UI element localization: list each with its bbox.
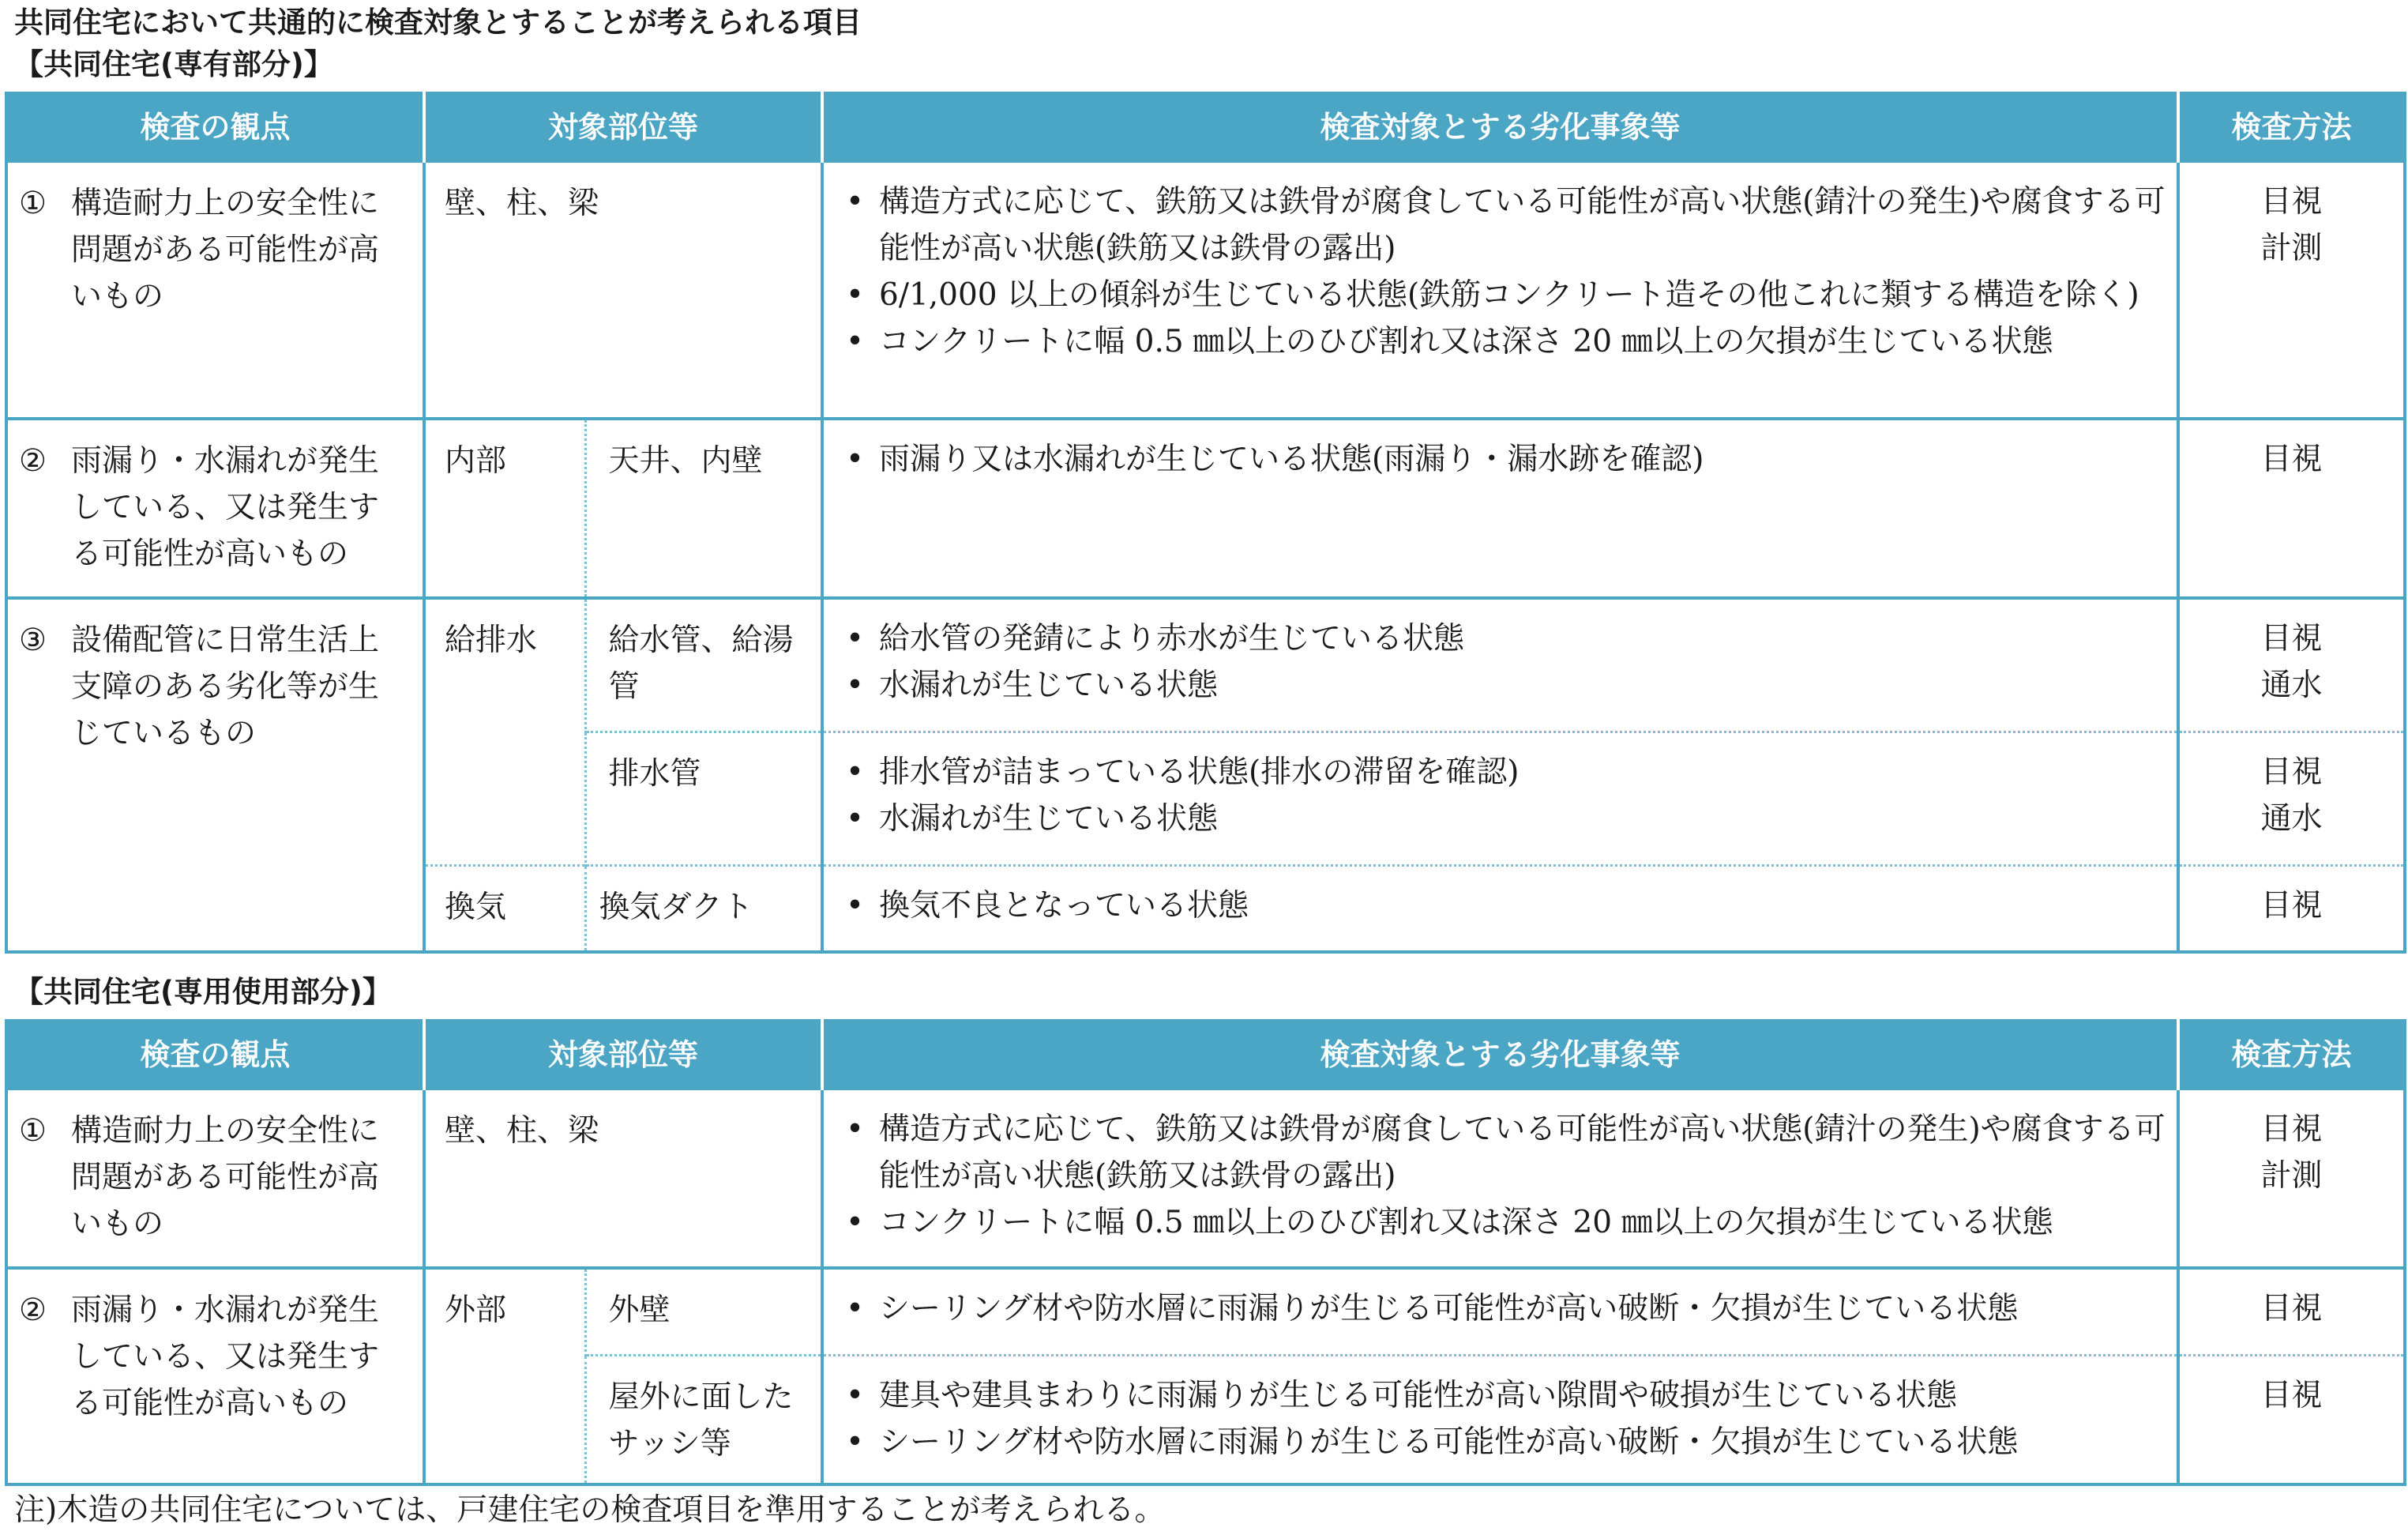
method-text: 目視 <box>2260 1112 2323 1147</box>
header-target-part: 対象部位等 <box>424 1021 822 1089</box>
deterioration-cell <box>822 1355 2178 1484</box>
viewpoint-cell <box>6 161 424 419</box>
table-row <box>6 419 2405 598</box>
method-text: 目視 <box>2260 754 2323 790</box>
method-text: 通水 <box>2260 668 2323 703</box>
target-subpart-cell: 換気ダクト <box>585 865 822 952</box>
viewpoint-cell <box>6 1089 424 1268</box>
row-number: ② <box>19 1292 47 1328</box>
table-row <box>6 598 2405 732</box>
header-method: 検査方法 <box>2178 93 2405 161</box>
list-item: • 6/1,000 以上の傾斜が生じている状態(鉄筋コンクリート造その他これに類する構造を除く) <box>836 272 2169 318</box>
target-subpart-cell: 外壁 <box>585 1268 822 1355</box>
list-item: • 給水管の発錆により赤水が生じている状態 <box>836 615 2169 662</box>
header-viewpoint: 検査の観点 <box>6 1021 424 1089</box>
inspection-table-exclusive-use <box>5 1019 2406 1486</box>
method-text: 目視 <box>2260 1291 2323 1326</box>
list-item: • 排水管が詰まっている状態(排水の滞留を確認) <box>836 749 2169 796</box>
list-item: • コンクリートに幅 0.5 ㎜以上のひび割れ又は深さ 20 ㎜以上の欠損が生じている状態 <box>836 318 2169 365</box>
viewpoint-text: 構造耐力上の安全性に問題がある可能性が高いもの <box>71 1113 380 1242</box>
method-cell <box>2178 1355 2405 1484</box>
target-subpart-cell: 給水管、給湯管 <box>585 598 822 732</box>
deterioration-cell <box>822 598 2178 732</box>
inspection-table-private <box>5 92 2406 954</box>
list-item: • コンクリートに幅 0.5 ㎜以上のひび割れ又は深さ 20 ㎜以上の欠損が生じている状態 <box>836 1199 2169 1246</box>
list-item: • シーリング材や防水層に雨漏りが生じる可能性が高い破断・欠損が生じている状態 <box>836 1419 2169 1465</box>
target-part-cell: 内部 <box>424 419 585 598</box>
method-cell <box>2178 598 2405 732</box>
row-number: ② <box>19 443 47 479</box>
table-header-row <box>6 1021 2405 1089</box>
method-text: 計測 <box>2260 231 2323 266</box>
viewpoint-cell <box>6 598 424 952</box>
table-row <box>6 1089 2405 1268</box>
target-part-cell: 給排水 <box>424 598 585 865</box>
list-item: • シーリング材や防水層に雨漏りが生じる可能性が高い破断・欠損が生じている状態 <box>836 1285 2169 1332</box>
deterioration-cell <box>822 1268 2178 1355</box>
target-subpart-cell: 屋外に面したサッシ等 <box>585 1355 822 1484</box>
list-item: • 構造方式に応じて、鉄筋又は鉄骨が腐食している可能性が高い状態(錆汁の発生)や腐食する可能性が高い状態(鉄筋又は鉄骨の露出) <box>836 1106 2169 1199</box>
header-method: 検査方法 <box>2178 1021 2405 1089</box>
method-cell <box>2178 1268 2405 1355</box>
viewpoint-cell <box>6 419 424 598</box>
list-item: • 水漏れが生じている状態 <box>836 662 2169 709</box>
method-text: 目視 <box>2260 887 2323 924</box>
row-number: ① <box>19 1113 47 1149</box>
section-title-private: 【共同住宅(専有部分)】 <box>14 47 333 81</box>
header-viewpoint: 検査の観点 <box>6 93 424 161</box>
deterioration-cell <box>822 865 2178 952</box>
method-text: 目視 <box>2260 1377 2323 1413</box>
table-header-row <box>6 93 2405 161</box>
section-title-exclusive-use: 【共同住宅(専用使用部分)】 <box>14 975 392 1009</box>
viewpoint-text: 構造耐力上の安全性に問題がある可能性が高いもの <box>71 186 380 314</box>
table-row <box>6 1268 2405 1355</box>
deterioration-cell <box>822 161 2178 419</box>
row-number: ① <box>19 186 47 221</box>
method-text: 目視 <box>2260 184 2323 220</box>
list-item: • 雨漏り又は水漏れが生じている状態(雨漏り・漏水跡を確認) <box>836 436 2169 483</box>
method-cell <box>2178 732 2405 865</box>
table-row <box>6 161 2405 419</box>
page-title: 共同住宅において共通的に検査対象とすることが考えられる項目 <box>14 6 862 40</box>
method-cell <box>2178 865 2405 952</box>
target-part-cell: 外部 <box>424 1268 585 1484</box>
method-cell <box>2178 161 2405 419</box>
footnote: 注)木造の共同住宅については、戸建住宅の検査項目を準用することが考えられる。 <box>14 1492 1166 1528</box>
method-text: 目視 <box>2260 442 2323 477</box>
method-text: 目視 <box>2260 621 2323 657</box>
method-text: 通水 <box>2260 800 2323 837</box>
list-item: • 構造方式に応じて、鉄筋又は鉄骨が腐食している可能性が高い状態(錆汁の発生)や腐食する可能性が高い状態(鉄筋又は鉄骨の露出) <box>836 179 2169 272</box>
list-item: • 水漏れが生じている状態 <box>836 796 2169 842</box>
method-cell <box>2178 419 2405 598</box>
deterioration-cell <box>822 419 2178 598</box>
viewpoint-cell <box>6 1268 424 1484</box>
deterioration-cell <box>822 1089 2178 1268</box>
viewpoint-text: 設備配管に日常生活上支障のある劣化等が生じているもの <box>71 623 380 751</box>
target-part-cell: 換気 <box>424 865 585 952</box>
target-part-cell: 壁、柱、梁 <box>424 1089 822 1268</box>
deterioration-cell <box>822 732 2178 865</box>
list-item: • 建具や建具まわりに雨漏りが生じる可能性が高い隙間や破損が生じている状態 <box>836 1372 2169 1419</box>
viewpoint-text: 雨漏り・水漏れが発生している、又は発生する可能性が高いもの <box>71 1292 380 1421</box>
target-subpart-cell: 排水管 <box>585 732 822 865</box>
list-item: • 換気不良となっている状態 <box>836 882 2169 929</box>
header-deterioration: 検査対象とする劣化事象等 <box>822 93 2178 161</box>
target-subpart-cell: 天井、内壁 <box>585 419 822 598</box>
row-number: ③ <box>19 623 47 658</box>
viewpoint-text: 雨漏り・水漏れが発生している、又は発生する可能性が高いもの <box>71 443 380 572</box>
header-target-part: 対象部位等 <box>424 93 822 161</box>
method-text: 計測 <box>2260 1158 2323 1194</box>
header-deterioration: 検査対象とする劣化事象等 <box>822 1021 2178 1089</box>
method-cell <box>2178 1089 2405 1268</box>
target-part-cell: 壁、柱、梁 <box>424 161 822 419</box>
